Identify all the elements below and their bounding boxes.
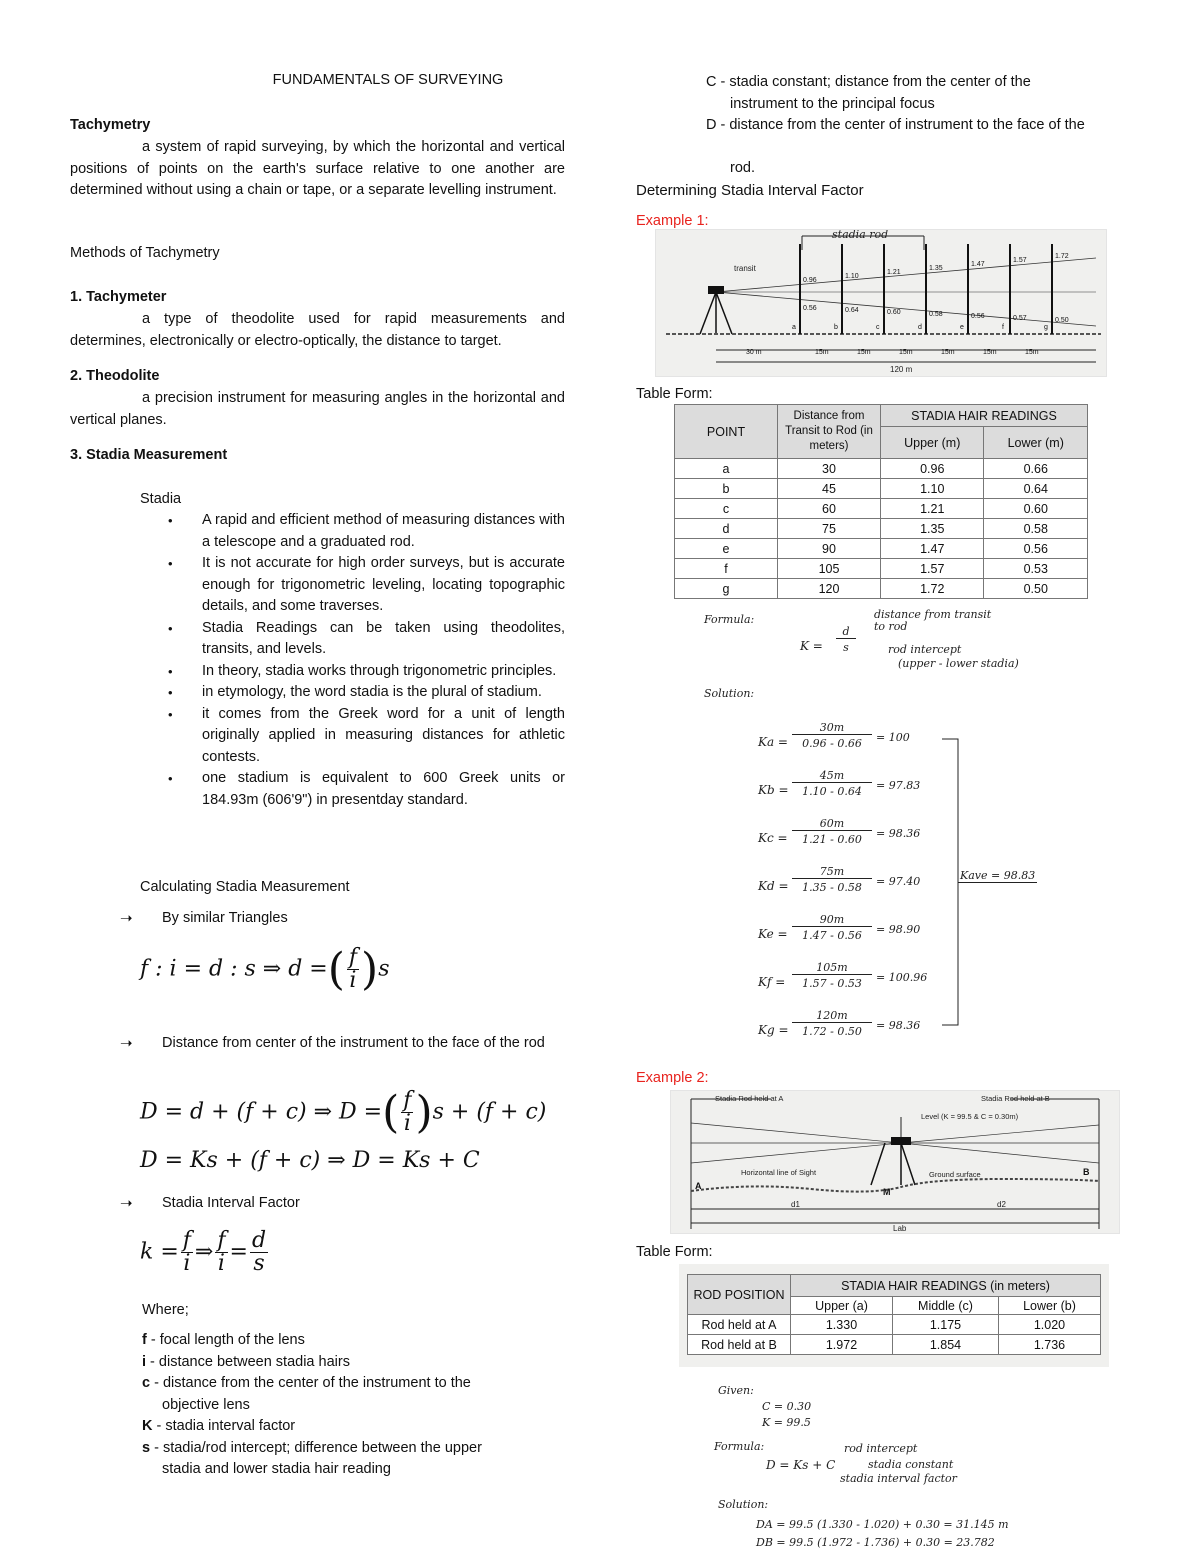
solution-result: = 98.90	[876, 923, 921, 936]
stadia-table-2	[679, 1264, 1109, 1367]
table-cell: c	[675, 499, 778, 519]
example-2-figure	[670, 1090, 1120, 1234]
bullet-icon: •	[168, 556, 173, 571]
table-row	[675, 559, 1088, 579]
similar-triangles-label: By similar Triangles	[162, 910, 288, 926]
solution-line-a: DA = 99.5 (1.330 - 1.020) + 0.30 = 31.145 m	[756, 1518, 1009, 1531]
table-cell: d	[675, 519, 778, 539]
d2-label: d2	[997, 1200, 1006, 1209]
tachymeter-heading: 1. Tachymeter	[70, 289, 167, 305]
formula-label-2: Formula:	[714, 1440, 765, 1453]
note-intercept-2: (upper - lower stadia)	[898, 657, 1019, 670]
stadia-bullet: • it comes from the Greek word for a unit of length originally applied in measuring distances for athletic contests.	[168, 705, 565, 765]
table-cell: f	[675, 559, 778, 579]
arrow-icon: ➝	[120, 910, 133, 927]
rod-b-label: Stadia Rod held at B	[981, 1094, 1050, 1103]
table-cell: 105	[778, 559, 881, 579]
equation-distance: D = d + (f + c) ⇒ D =( $\frac{f}{i}$ )s + (f + c)	[140, 1087, 547, 1138]
bullet-icon: •	[168, 513, 173, 528]
col-upper: Upper (m)	[881, 427, 984, 459]
equation-distance-constant: D = Ks + (f + c) ⇒ D = Ks + C	[140, 1148, 480, 1173]
interval-factor-label: Stadia Interval Factor	[162, 1195, 300, 1211]
calculating-heading: Calculating Stadia Measurement	[140, 879, 350, 895]
solution-den: 1.35 - 0.58	[802, 881, 862, 894]
solution-lhs: Kb =	[758, 783, 789, 797]
bullet-icon: •	[168, 706, 173, 722]
table-cell: 30	[778, 459, 881, 479]
table-row	[675, 459, 1088, 479]
lower-reading-label: 0.57	[1013, 315, 1027, 322]
example-1-label: Example 1:	[636, 213, 709, 229]
solution-result: = 100.96	[876, 971, 928, 984]
table-row	[675, 519, 1088, 539]
table-cell: 0.56	[984, 539, 1088, 559]
upper-reading-label: 1.47	[971, 261, 985, 268]
stadia-rod-label: stadia rod	[832, 230, 889, 241]
upper-reading-label: 1.10	[845, 273, 859, 280]
stadia-bullet: • one stadium is equivalent to 600 Greek units or 184.93m (606'9") in presentday standard.	[168, 770, 565, 808]
lower-reading-label: 0.58	[929, 311, 943, 318]
definition-K: K - stadia interval factor	[142, 1418, 296, 1434]
table-cell: 1.35	[881, 519, 984, 539]
solution-lhs: Ka =	[758, 735, 788, 749]
segment-distance-label: 15m	[857, 349, 871, 356]
upper-reading-label: 0.96	[803, 277, 817, 284]
stadia-bullet: • Stadia Readings can be taken using theodolites, transits, and levels.	[168, 619, 565, 657]
col-lower: Lower (m)	[984, 427, 1088, 459]
stadia-measurement-heading: 3. Stadia Measurement	[70, 447, 228, 463]
solution-lhs: Ke =	[758, 927, 788, 941]
point-label: b	[834, 324, 838, 331]
bullet-icon: •	[168, 685, 173, 700]
distance-label: Distance from center of the instrument to the face of the rod	[162, 1035, 545, 1051]
upper-reading-label: 1.72	[1055, 253, 1069, 260]
transit-label: transit	[734, 264, 756, 273]
where-label: Where;	[142, 1302, 189, 1318]
table-cell: 45	[778, 479, 881, 499]
upper-reading-label: 1.57	[1013, 257, 1027, 264]
table-cell: 0.96	[881, 459, 984, 479]
formula-label: Formula:	[704, 613, 755, 626]
segment-distance-label: 15m	[1025, 349, 1039, 356]
stadia-table-1	[674, 404, 1088, 599]
solution-result: = 98.36	[876, 1019, 921, 1032]
point-label: d	[918, 324, 922, 331]
solution-lhs: Kf =	[758, 975, 786, 989]
table-cell: 90	[778, 539, 881, 559]
table-cell: 1.854	[893, 1335, 999, 1355]
theodolite-definition: a precision instrument for measuring angles in the horizontal and vertical planes.	[70, 390, 565, 428]
similar-triangles-item	[120, 908, 565, 930]
col-stadia-readings-2: STADIA HAIR READINGS (in meters)	[791, 1275, 1101, 1297]
line-of-sight-label: Horizontal line of Sight	[741, 1168, 817, 1177]
solution-den: 1.57 - 0.53	[802, 977, 862, 990]
note-interval-factor: stadia interval factor	[840, 1472, 957, 1485]
col-middle-2: Middle (c)	[893, 1297, 999, 1315]
level-rods-diagram	[671, 1091, 1119, 1233]
handwritten-solution-2	[700, 1376, 1120, 1553]
definition-c: c - distance from the center of the instrument to the objective lens	[142, 1375, 471, 1413]
rod-a-label: Stadia Rod held at A	[715, 1094, 784, 1103]
table-cell: e	[675, 539, 778, 559]
solution-num: 105m	[792, 961, 872, 975]
note-distance: distance from transit to rod	[874, 608, 992, 633]
methods-heading: Methods of Tachymetry	[70, 245, 220, 261]
solution-den: 0.96 - 0.66	[802, 737, 862, 750]
segment-distance-label: 15m	[815, 349, 829, 356]
definition-i: i - distance between stadia hairs	[142, 1353, 350, 1370]
col-point: POINT	[675, 405, 778, 459]
formula-eq-2: D = Ks + C	[766, 1458, 836, 1472]
table-row	[688, 1315, 1101, 1335]
lower-reading-label: 0.64	[845, 307, 859, 314]
note-stadia-constant: stadia constant	[868, 1458, 954, 1471]
solution-result: = 100	[876, 731, 910, 744]
distance-item	[120, 1033, 565, 1055]
tachymetry-definition: a system of rapid surveying, by which the horizontal and vertical positions of points on the earth's surface relative to one another are determined without using a chain or tape, or a separate levelling instrument.	[70, 139, 565, 198]
stadia-rods-diagram	[656, 230, 1106, 376]
solution-result: = 97.83	[876, 779, 921, 792]
table-cell: a	[675, 459, 778, 479]
col-upper-2: Upper (a)	[791, 1297, 893, 1315]
tachymeter-definition: a type of theodolite used for rapid measurements and determines, electronically or electro-optically, the distance to target.	[70, 311, 565, 349]
table-cell: 0.53	[984, 559, 1088, 579]
table-cell: 75	[778, 519, 881, 539]
factor-heading: Determining Stadia Interval Factor	[636, 182, 864, 199]
point-b: B	[1083, 1167, 1090, 1177]
point-m: M	[883, 1187, 891, 1197]
arrow-icon: ➝	[120, 1195, 133, 1212]
solution-num: 75m	[792, 865, 872, 879]
point-label: f	[1002, 324, 1004, 331]
given-label: Given:	[718, 1384, 754, 1397]
table-row	[675, 579, 1088, 599]
table-row	[675, 539, 1088, 559]
stadia-bullet: • It is not accurate for high order surveys, but is accurate enough for trigonometric leveling, locating topographic details, and some traverses.	[168, 555, 565, 614]
table-cell: 120	[778, 579, 881, 599]
upper-reading-label: 1.35	[929, 265, 943, 272]
total-distance-label: 120 m	[890, 365, 913, 374]
definition-s: s - stadia/rod intercept; difference between the upper stadia and lower stadia hair reading	[142, 1439, 482, 1477]
solution-den: 1.10 - 0.64	[802, 785, 862, 798]
stadia-heading: Stadia	[140, 491, 182, 507]
table-cell: 1.47	[881, 539, 984, 559]
solution-num: 30m	[792, 721, 872, 735]
table-cell: g	[675, 579, 778, 599]
solution-lhs: Kc =	[758, 831, 788, 845]
lower-reading-label: 0.56	[803, 305, 817, 312]
theodolite-heading: 2. Theodolite	[70, 368, 160, 384]
solution-num: 120m	[792, 1009, 872, 1023]
table-cell: 0.66	[984, 459, 1088, 479]
lower-reading-label: 0.60	[887, 309, 901, 316]
d-definition-cont: rod.	[730, 160, 755, 176]
equation-interval-factor: k = $\frac{f}{i}$ ⇒ $\frac{f}{i}$ = $\frac{d}{s}$	[140, 1228, 267, 1276]
table-cell: 1.020	[998, 1315, 1100, 1335]
table-cell: 60	[778, 499, 881, 519]
table-row	[675, 499, 1088, 519]
table-cell: 1.330	[791, 1315, 893, 1335]
solution-num: 45m	[792, 769, 872, 783]
col-rod-position: ROD POSITION	[688, 1275, 791, 1315]
solution-label: Solution:	[704, 687, 755, 700]
d-definition: D - distance from the center of instrument to the face of the	[706, 117, 1085, 133]
symbol-definitions	[142, 1330, 572, 1481]
arrow-icon: ➝	[120, 1035, 133, 1052]
handwritten-solution-1	[640, 605, 1100, 1055]
table-cell: 0.58	[984, 519, 1088, 539]
table-row	[675, 479, 1088, 499]
lower-reading-label: 0.56	[971, 313, 985, 320]
solution-lhs: Kd =	[758, 879, 789, 893]
table-cell: 1.736	[998, 1335, 1100, 1355]
d1-label: d1	[791, 1200, 800, 1209]
solution-num: 60m	[792, 817, 872, 831]
point-label: a	[792, 324, 796, 331]
table-form-1-label: Table Form:	[636, 386, 713, 402]
definition-f: f - focal length of the lens	[142, 1332, 305, 1348]
solution-line-b: DB = 99.5 (1.972 - 1.736) + 0.30 = 23.782	[756, 1536, 995, 1549]
bullet-icon: •	[168, 663, 173, 679]
table-cell: b	[675, 479, 778, 499]
point-a: A	[695, 1181, 702, 1191]
segment-distance-label: 30 m	[746, 349, 762, 356]
upper-reading-label: 1.21	[887, 269, 901, 276]
table-cell: Rod held at B	[688, 1335, 791, 1355]
solution-result: = 98.36	[876, 827, 921, 840]
example-2-label: Example 2:	[636, 1070, 709, 1086]
lab-label: Lab	[893, 1224, 907, 1233]
k-average: Kave = 98.83	[960, 869, 1036, 882]
table-cell: 1.21	[881, 499, 984, 519]
given-k: K = 99.5	[762, 1416, 811, 1429]
point-label: g	[1044, 324, 1048, 331]
solution-den: 1.72 - 0.50	[802, 1025, 862, 1038]
stadia-bullet: • in etymology, the word stadia is the plural of stadium.	[140, 682, 565, 704]
point-label: c	[876, 324, 880, 331]
solution-num: 90m	[792, 913, 872, 927]
stadia-bullet-list	[140, 510, 565, 811]
solution-result: = 97.40	[876, 875, 921, 888]
lower-reading-label: 0.50	[1055, 317, 1069, 324]
page-title: FUNDAMENTALS OF SURVEYING	[272, 72, 504, 88]
stadia-bullet: • A rapid and efficient method of measuring distances with a telescope and a graduated rod.	[168, 512, 565, 550]
solution-lhs: Kg =	[758, 1023, 789, 1037]
table-cell: 0.64	[984, 479, 1088, 499]
table-cell: 1.10	[881, 479, 984, 499]
k-formula-lhs: K =	[800, 639, 823, 653]
k-formula-den: s	[843, 641, 849, 654]
bullet-icon: •	[168, 771, 173, 786]
col-distance: Distance from Transit to Rod (in meters)	[778, 405, 881, 459]
bullet-icon: •	[168, 620, 173, 636]
table-form-2-label: Table Form:	[636, 1244, 713, 1260]
segment-distance-label: 15m	[983, 349, 997, 356]
point-label: e	[960, 324, 964, 331]
table-cell: Rod held at A	[688, 1315, 791, 1335]
col-stadia-readings: STADIA HAIR READINGS	[881, 405, 1088, 427]
solution-label-2: Solution:	[718, 1498, 769, 1511]
table-cell: 1.72	[881, 579, 984, 599]
table-cell: 0.50	[984, 579, 1088, 599]
example-1-figure	[655, 229, 1107, 377]
k-formula-num: d	[836, 625, 856, 639]
equation-similar-triangles: f : i = d : s ⇒ d =( $\frac{f}{i}$ )s	[140, 944, 390, 995]
table-cell: 1.175	[893, 1315, 999, 1335]
solution-den: 1.21 - 0.60	[802, 833, 862, 846]
table-cell: 1.57	[881, 559, 984, 579]
ground-surface-label: Ground surface	[929, 1170, 981, 1179]
segment-distance-label: 15m	[899, 349, 913, 356]
tachymetry-heading: Tachymetry	[70, 117, 151, 133]
solution-den: 1.47 - 0.56	[802, 929, 862, 942]
c-definition: C - stadia constant; distance from the center of the instrument to the principal focus	[706, 74, 1031, 112]
stadia-bullet: • In theory, stadia works through trigonometric principles.	[140, 661, 565, 683]
table-cell: 1.972	[791, 1335, 893, 1355]
segment-distance-label: 15m	[941, 349, 955, 356]
note-rod-intercept: rod intercept	[844, 1442, 918, 1455]
table-row	[688, 1335, 1101, 1355]
table-cell: 0.60	[984, 499, 1088, 519]
interval-factor-item	[120, 1193, 565, 1215]
given-c: C = 0.30	[762, 1400, 812, 1413]
col-lower-2: Lower (b)	[998, 1297, 1100, 1315]
level-label: Level (K = 99.5 & C = 0.30m)	[921, 1112, 1019, 1121]
note-intercept: rod intercept	[888, 643, 962, 656]
